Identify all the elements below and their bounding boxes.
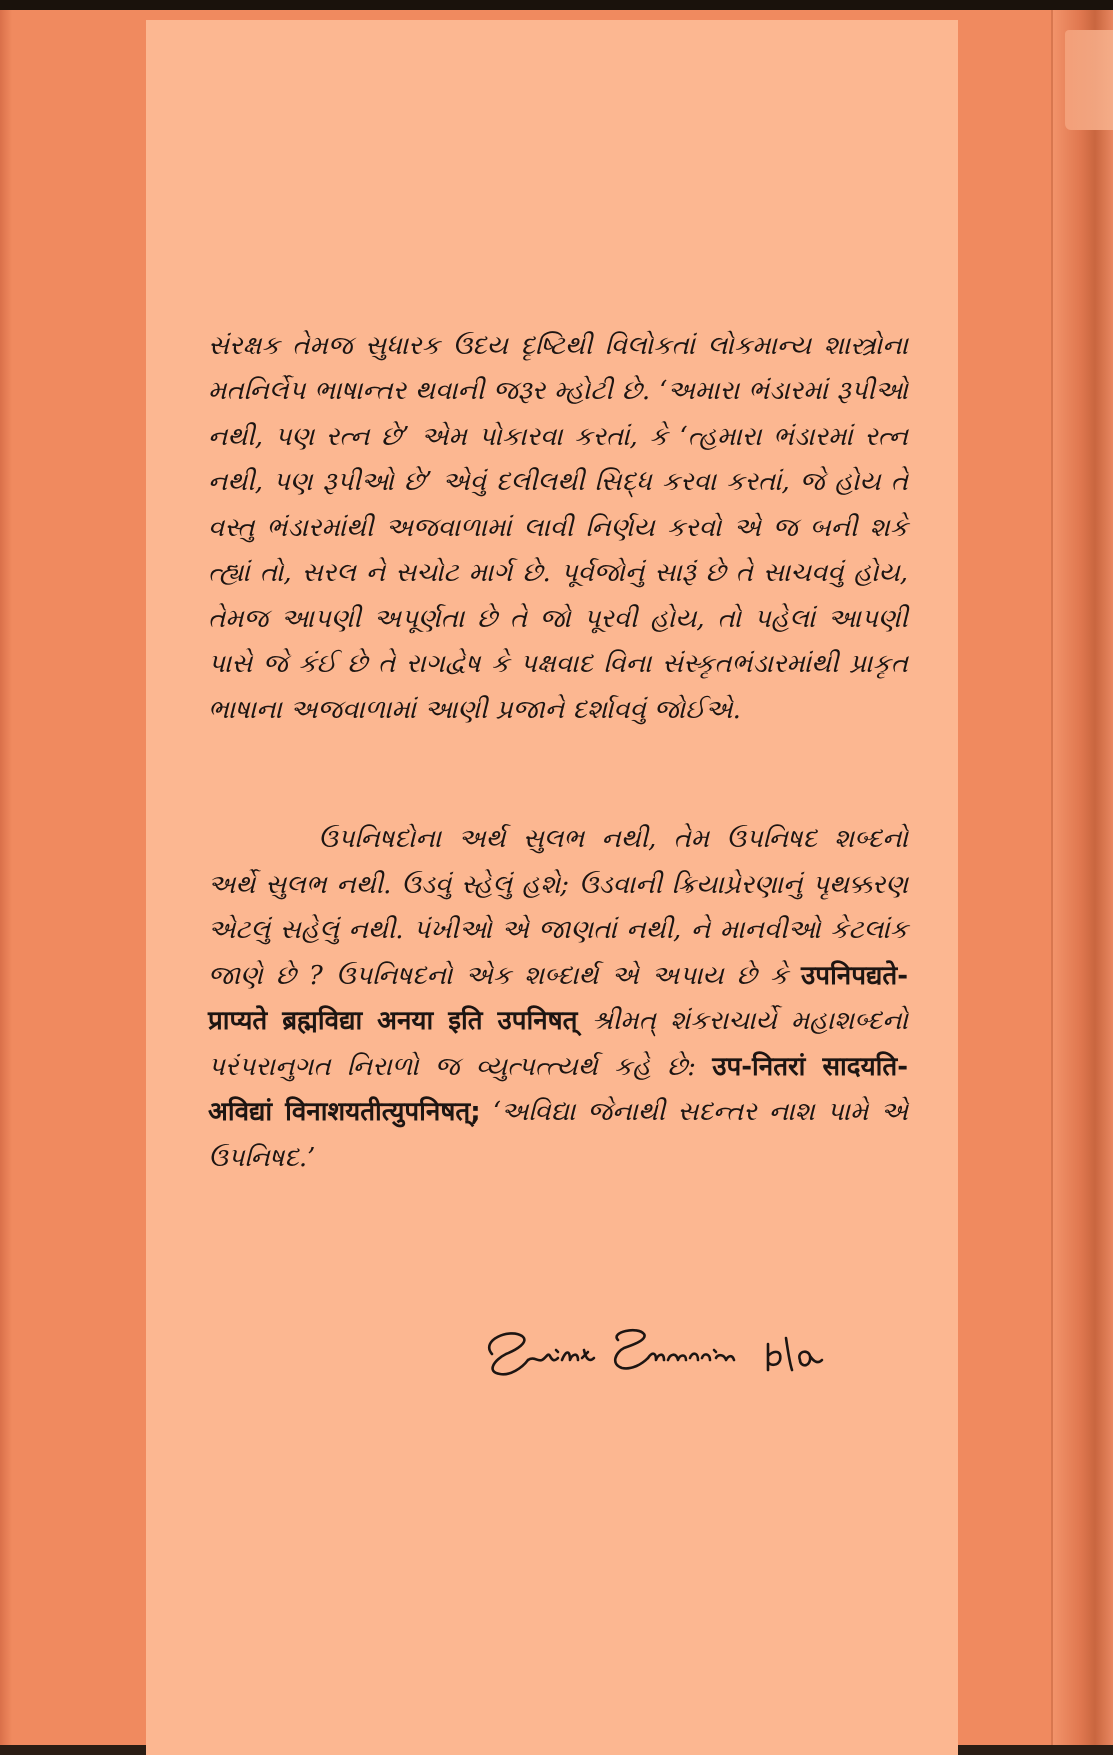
paragraph-1 (208, 278, 908, 733)
sanskrit-quote-2: उप-नितरां सादयति-अविद्यां विनाशयतीत्युपनिषत्; (208, 1051, 908, 1127)
paragraph-2-part-2: શ્રીમત્ શંકરાચાર્યે મહાશબ્દનો પરંપરાનુગત નિરાળો જ વ્યુત્પત્ત્યર્થ કહે છે: (208, 1006, 908, 1082)
author-signature (470, 1310, 870, 1400)
cover-left-edge (0, 10, 12, 1745)
paragraph-1-text: સંરક્ષક તેમજ સુધારક ઉદય દૃષ્ટિથી વિલોકતાં લોકમાન્ય શાસ્ત્રોના મતનિર્લેપ ભાષાન્તર થવાની જરૂર મ્હોટી છે. ‘અમારા ભંડારમાં રૂપીઓ નથી, પણ રત્ન છે’ એમ પોકારવા કરતાં, કે ‘ત્હમારા ભંડારમાં રત્ન નથી, પણ રૂપીઓ છે’ એવું દલીલથી સિદ્ધ કરવા કરતાં, જે હોય તે વસ્તુ ભંડારમાંથી અજવાળામાં લાવી નિર્ણય કરવો એ જ બની શકે ત્હ્યાં તો, સરલ ને સચોટ માર્ગ છે. પૂર્વજોનું સારૂં છે તે સાચવવું હોય, તેમજ આપણી અપૂર્ણતા છે તે જો પૂરવી હોય, તો પહેલાં આપણી પાસે જે કંઈ છે તે રાગદ્વેષ કે પક્ષવાદ વિના સંસ્કૃતભંડારમાંથી પ્રાકૃત ભાષાના અજવાળામાં આણી પ્રજાને દર્શાવવું જોઈએ. (208, 330, 908, 725)
paragraph-2 (208, 817, 908, 1181)
signature-icon (470, 1310, 870, 1400)
book-spine (1051, 10, 1113, 1745)
spine-wear-mark (1065, 30, 1113, 130)
paragraph-2-part-1: ઉપનિષદોના અર્થ સુલભ નથી, તેમ ઉપનિષદ શબ્દનો અર્થે સુલભ નથી. ઉડવું સ્હેલું હશે; ઉડવાની ક્રિયાપ્રેરણાનું પૃથક્કરણ એટલું સહેલું નથી. પંખીઓ એ જાણતાં નથી, ને માનવીઓ કેટલાંક જાણે છે ? ઉપનિષદનો એક શબ્દાર્થ એ અપાય છે કે (208, 824, 908, 991)
paragraph-2-part-3: ‘અવિદ્યા જેનાથી સદન્તર નાશ પામે એ ઉપનિષદ.’ (208, 1097, 908, 1173)
cover-text (208, 278, 908, 1265)
sanskrit-quote-1: उपनिपद्यते-प्राप्यते ब्रह्मविद्या अनया इति उपनिषत् (208, 960, 908, 1036)
